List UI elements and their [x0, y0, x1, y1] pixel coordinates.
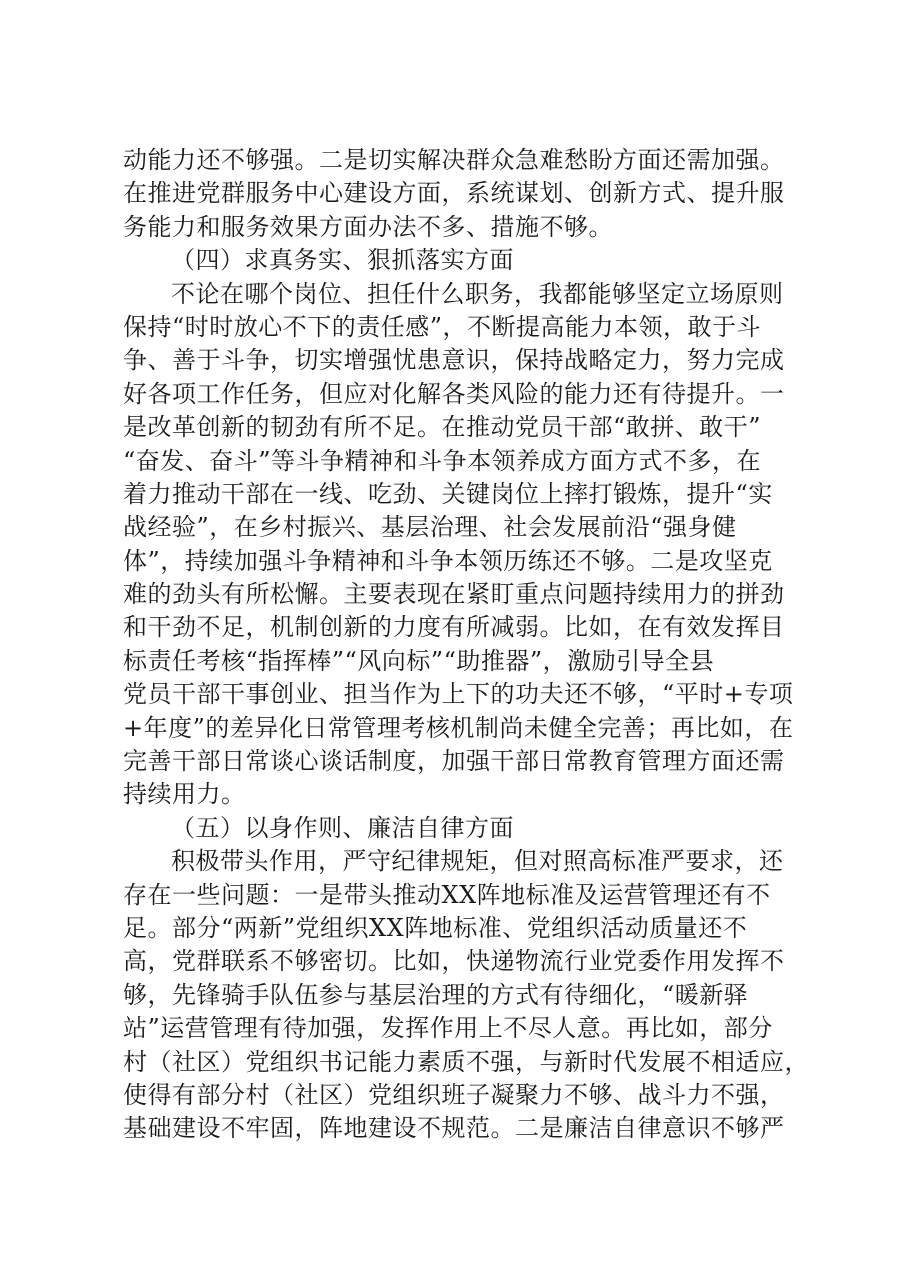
paragraph-start: 不论在哪个岗位、担任什么职务，我都能够坚定立场原则: [171, 279, 784, 308]
text-line: 体”，持续加强斗争精神和斗争本领历练还不够。二是攻坚克: [123, 546, 773, 575]
text-line: 务能力和服务效果方面办法不多、措施不够。: [123, 212, 613, 241]
text-line: 党员干部干事创业、担当作为上下的功夫还不够，“平时+专项: [123, 680, 794, 709]
text-line: 完善干部日常谈心谈话制度，加强干部日常教育管理方面还需: [123, 747, 785, 776]
text-line: 高，党群联系不够密切。比如，快递物流行业党委作用发挥不: [123, 947, 785, 976]
text-line: 在推进党群服务中心建设方面，系统谋划、创新方式、提升服: [123, 179, 785, 208]
text-line: 站”运营管理有待加强，发挥作用上不尽人意。再比如，部分: [123, 1014, 773, 1043]
section-heading-5: （五）以身作则、廉洁自律方面: [171, 813, 514, 842]
text-line: 足。部分“两新”党组织XX阵地标准、党组织活动质量还不: [123, 913, 748, 942]
text-line: 动能力还不够强。二是切实解决群众急难愁盼方面还需加强。: [123, 146, 785, 174]
text-line: “奋发、奋斗”等斗争精神和斗争本领养成方面方式不多，在: [123, 446, 762, 475]
text-line: 是改革创新的韧劲有所不足。在推动党员干部“敢拼、敢干”: [123, 413, 762, 442]
text-line: 基础建设不牢固，阵地建设不规范。二是廉洁自律意识不够严: [123, 1114, 785, 1143]
text-line: 标责任考核“指挥棒”“风向标”“助推器”，激励引导全县: [123, 646, 715, 675]
text-line: 争、善于斗争，切实增强忧患意识，保持战略定力，努力完成: [123, 346, 785, 375]
text-line: +年度”的差异化日常管理考核机制尚未健全完善；再比如，在: [123, 713, 794, 742]
paragraph-start: 积极带头作用，严守纪律规矩，但对照高标准严要求，还: [171, 847, 784, 876]
text-line: 和干劲不足，机制创新的力度有所减弱。比如，在有效发挥目: [123, 613, 785, 642]
text-line: 保持“时时放心不下的责任感”，不断提高能力本领，敢于斗: [123, 312, 762, 341]
text-line: 好各项工作任务，但应对化解各类风险的能力还有待提升。一: [123, 379, 785, 408]
text-line: 难的劲头有所松懈。主要表现在紧盯重点问题持续用力的拼劲: [123, 580, 785, 609]
text-line: 够，先锋骑手队伍参与基层治理的方式有待细化，“暖新驿: [123, 980, 749, 1009]
text-line: 村（社区）党组织书记能力素质不强，与新时代发展不相适应，: [123, 1047, 809, 1076]
text-line: 着力推动干部在一线、吃劲、关键岗位上摔打锻炼，提升“实: [123, 479, 773, 508]
text-line: 使得有部分村（社区）党组织班子凝聚力不够、战斗力不强，: [123, 1080, 785, 1109]
text-line: 存在一些问题：一是带头推动XX阵地标准及运营管理还有不: [123, 880, 771, 909]
document-body: [123, 144, 809, 1146]
section-heading-4: （四）求真务实、狠抓落实方面: [171, 246, 514, 275]
text-line: 战经验”，在乡村振兴、基层治理、社会发展前沿“强身健: [123, 513, 737, 542]
text-line: 持续用力。: [123, 780, 246, 809]
